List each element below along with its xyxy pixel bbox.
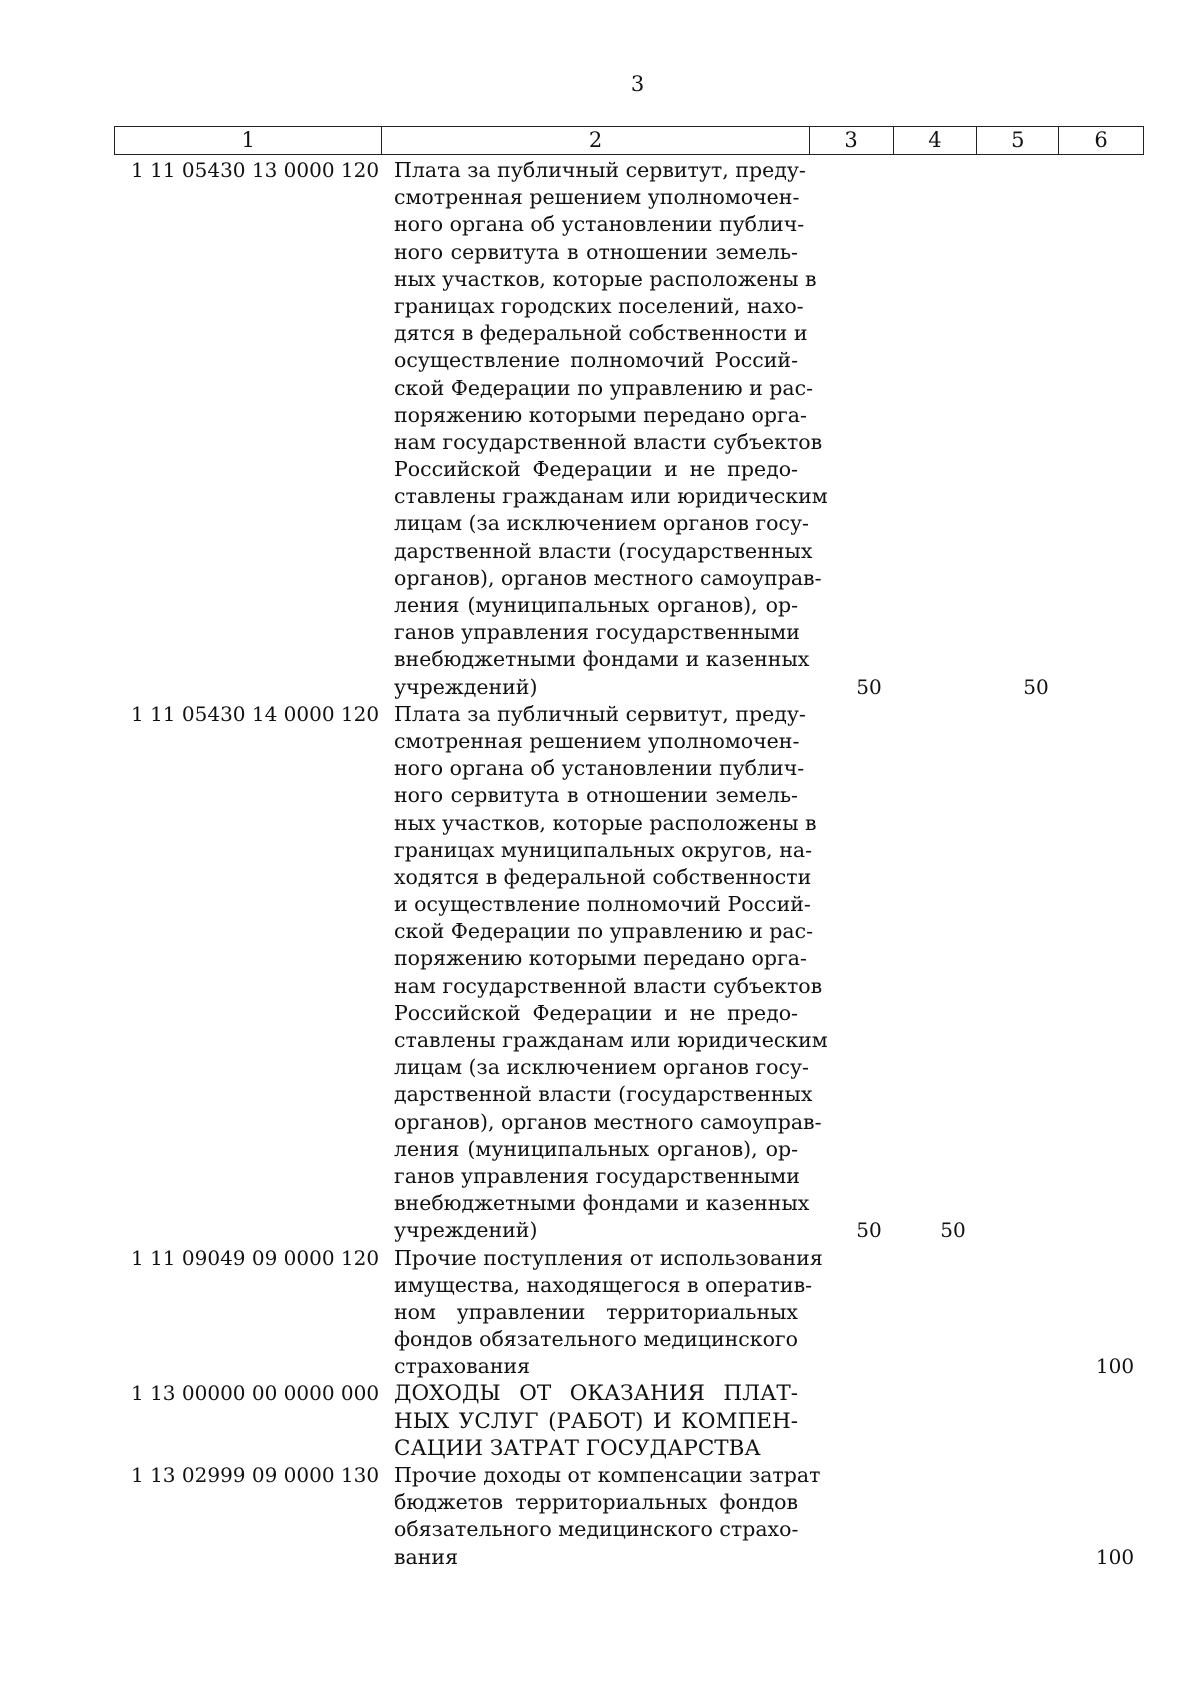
description-line: ганов управления государственными (394, 620, 800, 645)
description-line: ганов управления государственными (394, 1163, 800, 1188)
description-line: Российской Федерации и не предо- (394, 457, 798, 482)
income-description (394, 1380, 798, 1462)
description-line: учреждений) (394, 674, 538, 699)
description-line: ДОХОДЫ ОТ ОКАЗАНИЯ ПЛАТ- (394, 1381, 798, 1407)
description-line: осуществление полномочий Россий- (394, 348, 798, 373)
description-line: ного органа об установлении публич- (394, 212, 805, 237)
description-line: нам государственной власти субъектов (394, 429, 823, 454)
description-line: Прочие поступления от использования (394, 1245, 823, 1270)
description-line: внебюджетными фондами и казенных (394, 1191, 810, 1216)
income-description (394, 1245, 823, 1381)
description-line: Прочие доходы от компенсации затрат (394, 1463, 821, 1487)
budget-code: 1 11 05430 14 0000 120 (131, 701, 380, 726)
income-description (394, 1462, 821, 1571)
column-header-1: 1 (115, 127, 382, 154)
description-line: лицам (за исключением органов госу- (394, 1055, 809, 1080)
table-row (0, 157, 1200, 701)
description-line: дарственной власти (государственных (394, 1082, 813, 1107)
budget-code: 1 13 00000 00 0000 000 (131, 1381, 380, 1406)
description-line: дарственной власти (государственных (394, 538, 813, 563)
description-line: имущества, находящегося в оператив- (394, 1272, 813, 1297)
description-line: и осуществление полномочий Россий- (394, 892, 811, 917)
description-line: лицам (за исключением органов госу- (394, 511, 809, 536)
description-line: страхования (394, 1354, 531, 1379)
description-line: Плата за публичный сервитут, преду- (394, 701, 806, 726)
description-line: Плата за публичный сервитут, преду- (394, 158, 806, 182)
description-line: обязательного медицинского страхо- (394, 1517, 799, 1542)
description-line: ской Федерации по управлению и рас- (394, 919, 813, 944)
column-header-6: 6 (1094, 128, 1108, 152)
description-line: фондов обязательного медицинского (394, 1327, 798, 1352)
value-column-6: 100 (1095, 1544, 1135, 1569)
description-line: дятся в федеральной собственности и (394, 321, 808, 346)
description-line: поряжению которыми передано орга- (394, 402, 807, 427)
column-header-2: 2 (382, 127, 809, 154)
description-line: ставлены гражданам или юридическим (394, 484, 828, 509)
description-line: ных участков, которые расположены в (394, 266, 817, 291)
value-column-6: 100 (1095, 1354, 1135, 1379)
description-line: вания (394, 1544, 459, 1569)
description-line: ном управлении территориальных (394, 1299, 798, 1324)
description-line: нам государственной власти субъектов (394, 973, 823, 998)
column-header-4: 4 (894, 127, 978, 154)
description-line: ления (муниципальных органов), ор- (394, 1136, 798, 1161)
budget-code: 1 11 09049 09 0000 120 (131, 1245, 380, 1270)
table-header-row (114, 126, 1144, 155)
description-line: поряжению которыми передано орга- (394, 946, 807, 971)
description-line: ных участков, которые расположены в (394, 810, 817, 835)
description-line: органов), органов местного самоуправ- (394, 565, 822, 590)
description-line: органов), органов местного самоуправ- (394, 1109, 822, 1134)
page-number: 3 (630, 72, 645, 96)
description-line: границах муниципальных округов, на- (394, 837, 813, 862)
description-line: ного органа об установлении публич- (394, 756, 805, 781)
table-row (0, 1462, 1200, 1571)
income-description (394, 701, 828, 1245)
description-line: ного сервитута в отношении земель- (394, 783, 798, 808)
table-body (0, 157, 1200, 1571)
table-row (0, 1245, 1200, 1381)
description-line: ходятся в федеральной собственности (394, 864, 812, 889)
column-header-5: 5 (977, 127, 1059, 154)
description-line: учреждений) (394, 1218, 538, 1243)
description-line: ской Федерации по управлению и рас- (394, 375, 813, 400)
description-line: бюджетов территориальных фондов (394, 1490, 798, 1515)
value-column-4: 50 (940, 1218, 966, 1243)
description-line: смотренная решением уполномочен- (394, 185, 800, 210)
description-line: смотренная решением уполномочен- (394, 728, 800, 753)
description-line: НЫХ УСЛУГ (РАБОТ) И КОМПЕН- (394, 1408, 798, 1434)
value-column-3: 50 (856, 674, 882, 699)
budget-code: 1 11 05430 13 0000 120 (131, 158, 380, 182)
value-column-5: 50 (1023, 674, 1049, 699)
table-row (0, 1380, 1200, 1462)
budget-code: 1 13 02999 09 0000 130 (131, 1463, 380, 1487)
description-line: границах городских поселений, нахо- (394, 293, 804, 318)
income-description (394, 157, 828, 701)
description-line: ставлены гражданам или юридическим (394, 1028, 828, 1052)
description-line: внебюджетными фондами и казенных (394, 647, 810, 672)
description-line: ления (муниципальных органов), ор- (394, 593, 798, 617)
description-line: ного сервитута в отношении земель- (394, 239, 798, 264)
value-column-3: 50 (856, 1218, 882, 1243)
description-line: Российской Федерации и не предо- (394, 1000, 798, 1025)
description-line: САЦИИ ЗАТРАТ ГОСУДАРСТВА (394, 1435, 761, 1461)
column-header-3: 3 (810, 127, 894, 154)
table-row (0, 701, 1200, 1245)
